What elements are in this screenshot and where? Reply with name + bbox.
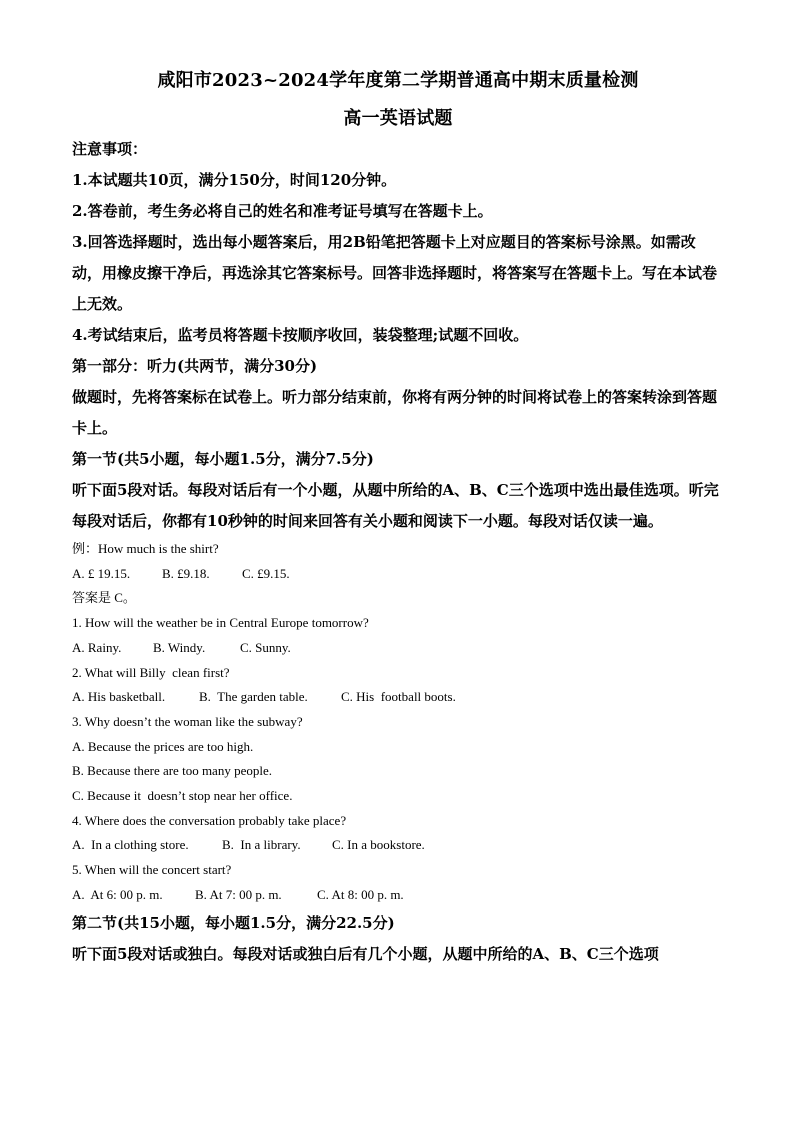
example-option-a: A. £ 19.15. bbox=[72, 565, 131, 581]
question-5: 5. When will the concert start? bbox=[72, 862, 232, 878]
exam-page bbox=[72, 60, 724, 970]
exam-subtitle: 高一英语试题 bbox=[343, 108, 453, 129]
notes-heading: 注意事项： bbox=[72, 140, 148, 158]
q1-option-b: B. Windy. bbox=[153, 639, 206, 655]
note-item-3: 3.回答选择题时，选出每小题答案后，用2B铅笔把答题卡上对应题目的答案标号涂黑。如需改动，用橡皮擦干净后，再选涂其它答案标号。回答非选择题时，将答案写在答题卡上。写在本试卷上无效。 bbox=[72, 233, 718, 313]
q2-option-c: C. His football boots. bbox=[341, 689, 456, 705]
q5-option-a: A. At 6: 00 p. m. bbox=[72, 886, 163, 902]
question-1: 1. How will the weather be in Central Europe tomorrow? bbox=[72, 615, 369, 631]
q1-option-c: C. Sunny. bbox=[240, 639, 291, 655]
q2-option-a: A. His basketball. bbox=[72, 689, 166, 705]
section1-instruction: 听下面5段对话。每段对话后有一个小题，从题中所给的A、B、C三个选项中选出最佳选项。听完每段对话后，你都有10秒钟的时间来回答有关小题和阅读下一小题。每段对话仅读一遍。 bbox=[72, 481, 719, 530]
section2-instruction: 听下面5段对话或独白。每段对话或独白后有几个小题，从题中所给的A、B、C三个选项 bbox=[72, 944, 659, 963]
q3-option-a: A. Because the prices are too high. bbox=[72, 738, 254, 754]
q4-option-c: C. In a bookstore. bbox=[332, 837, 425, 853]
question-3: 3. Why doesn’t the woman like the subway? bbox=[72, 713, 303, 729]
section1-heading: 第一节(共5小题，每小题1.5分，满分7.5分) bbox=[72, 450, 374, 468]
section2-heading: 第二节(共15小题，每小题1.5分，满分22.5分) bbox=[72, 913, 395, 932]
question-5-options bbox=[72, 883, 724, 908]
exam-title: 咸阳市2023~2024学年度第二学期普通高中期末质量检测 bbox=[157, 70, 639, 91]
q1-option-a: A. Rainy. bbox=[72, 639, 122, 655]
example-answer: 答案是 C。 bbox=[72, 590, 136, 606]
q5-option-c: C. At 8: 00 p. m. bbox=[317, 886, 404, 902]
example-option-c: C. £9.15. bbox=[242, 565, 290, 581]
question-4: 4. Where does the conversation probably take place? bbox=[72, 812, 347, 828]
note-item-4: 4.考试结束后，监考员将答题卡按顺序收回，装袋整理;试题不回收。 bbox=[72, 326, 529, 344]
example-option-b: B. £9.18. bbox=[162, 565, 210, 581]
question-4-options bbox=[72, 833, 724, 858]
note-item-2: 2.答卷前，考生务必将自己的姓名和准考证号填写在答题卡上。 bbox=[72, 202, 493, 220]
part1-heading: 第一部分：听力(共两节，满分30分) bbox=[72, 357, 318, 375]
part1-instruction: 做题时，先将答案标在试卷上。听力部分结束前，你将有两分钟的时间将试卷上的答案转涂到答题卡上。 bbox=[72, 388, 718, 437]
q2-option-b: B. The garden table. bbox=[199, 689, 308, 705]
question-1-options bbox=[72, 636, 724, 661]
q5-option-b: B. At 7: 00 p. m. bbox=[195, 886, 282, 902]
q3-option-b: B. Because there are too many people. bbox=[72, 763, 272, 779]
question-2-options bbox=[72, 685, 724, 710]
q3-option-c: C. Because it doesn’t stop near her office. bbox=[72, 788, 293, 804]
q4-option-a: A. In a clothing store. bbox=[72, 837, 189, 853]
question-2: 2. What will Billy clean first? bbox=[72, 664, 230, 680]
example-options bbox=[72, 562, 724, 587]
note-item-1: 1.本试题共10页，满分150分，时间120分钟。 bbox=[72, 171, 397, 189]
q4-option-b: B. In a library. bbox=[222, 837, 301, 853]
example-question: 例：How much is the shirt? bbox=[72, 541, 219, 556]
